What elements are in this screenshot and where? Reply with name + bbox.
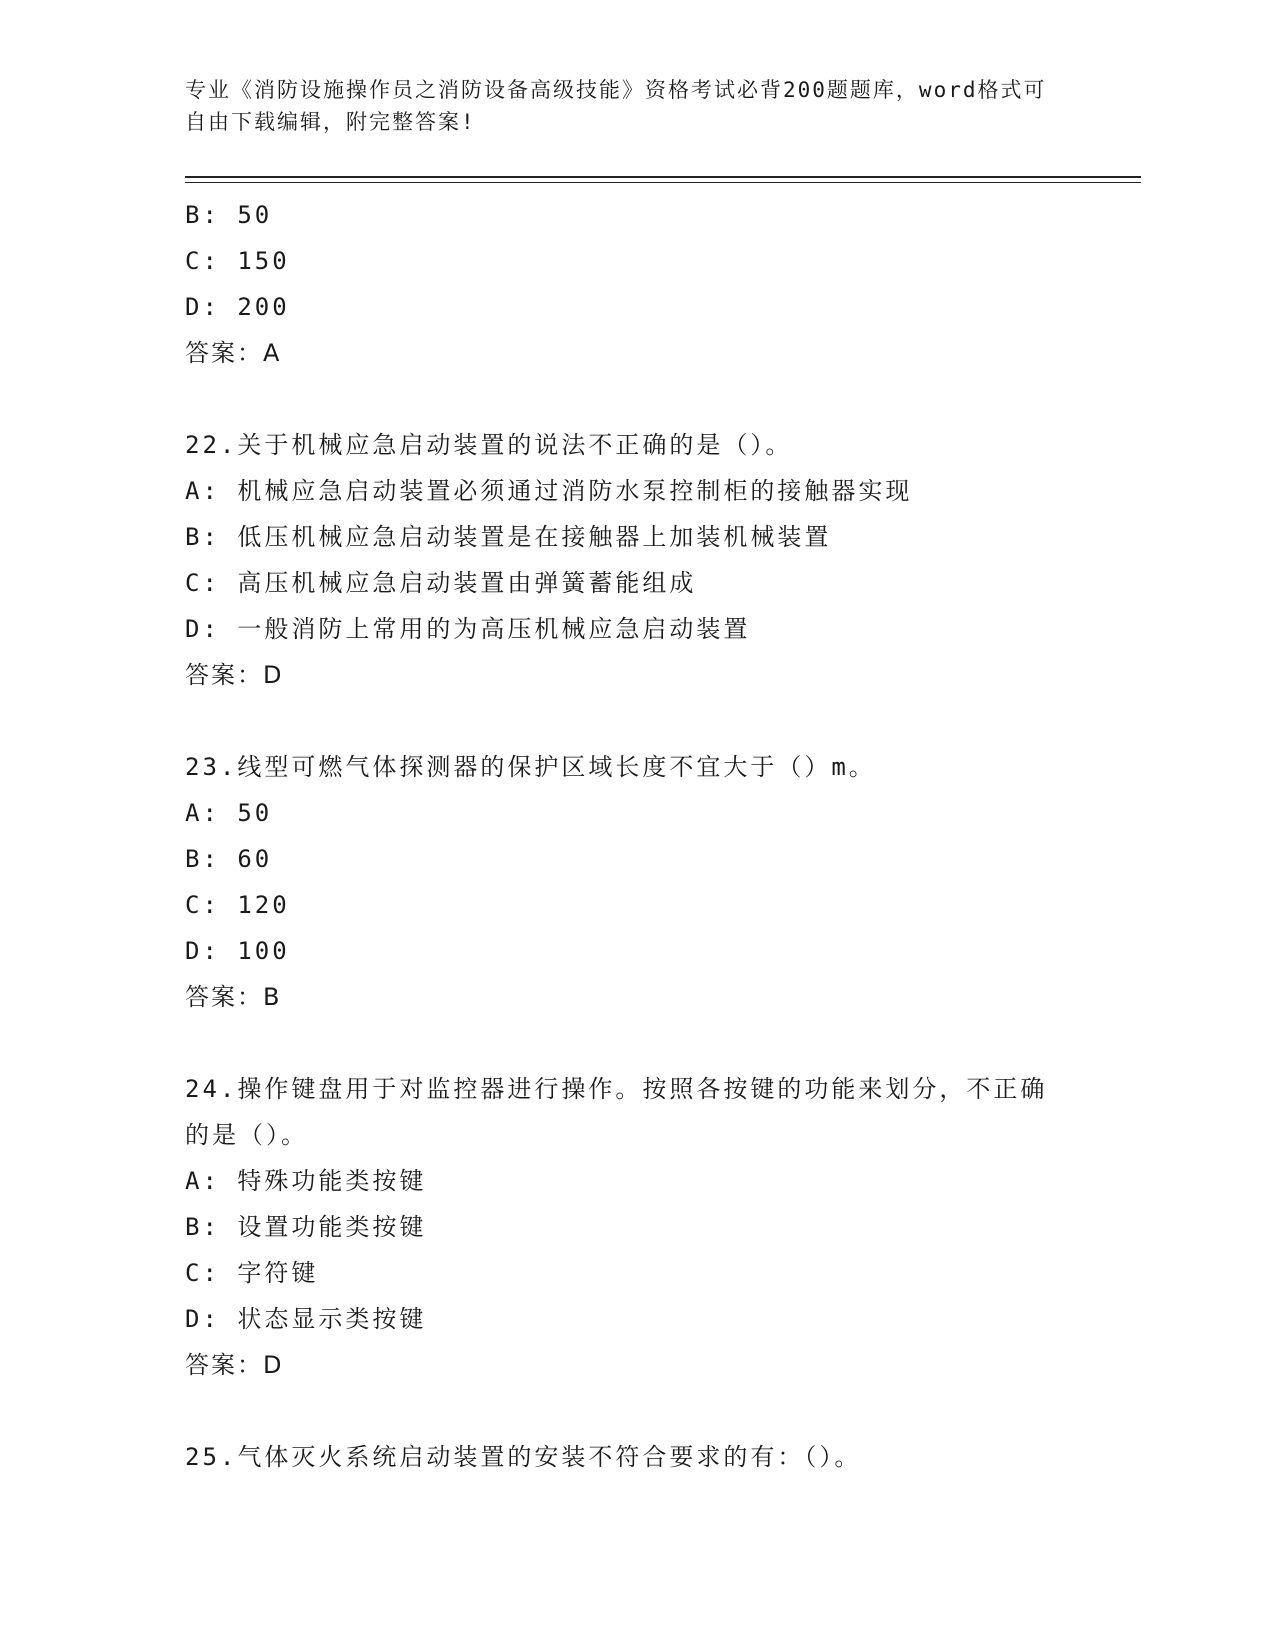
option-a: A: 特殊功能类按键: [185, 1167, 427, 1195]
option-b: B: 设置功能类按键: [185, 1213, 427, 1241]
option-c: C: 120: [185, 891, 290, 919]
option-d: D: 状态显示类按键: [185, 1305, 427, 1333]
option-c: C: 150: [185, 247, 290, 275]
answer-line: 答案：A: [185, 339, 282, 367]
spacer: [185, 1020, 1065, 1066]
option-a: A: 机械应急启动装置必须通过消防水泵控制柜的接触器实现: [185, 477, 913, 505]
option-b: B: 60: [185, 845, 273, 873]
spacer: [185, 1388, 1065, 1434]
header-rule-thick: [185, 176, 1141, 178]
question-23: [185, 744, 1065, 1020]
answer-line: 答案：D: [185, 661, 284, 689]
option-d: D: 一般消防上常用的为高压机械应急启动装置: [185, 615, 751, 643]
question-content: [185, 192, 1065, 1480]
option-c: C: 高压机械应急启动装置由弹簧蓄能组成: [185, 569, 697, 597]
option-b: B: 50: [185, 201, 273, 229]
question-stem: 25.气体灭火系统启动装置的安装不符合要求的有：（）。: [185, 1443, 862, 1471]
option-b: B: 低压机械应急启动装置是在接触器上加装机械装置: [185, 523, 832, 551]
option-d: D: 100: [185, 937, 290, 965]
option-a: A: 50: [185, 799, 273, 827]
option-d: D: 200: [185, 293, 290, 321]
question-stem: 22.关于机械应急启动装置的说法不正确的是（）。: [185, 431, 793, 459]
spacer: [185, 376, 1065, 422]
question-24: [185, 1066, 1065, 1388]
answer-line: 答案：D: [185, 1351, 284, 1379]
spacer: [185, 698, 1065, 744]
document-header: 专业《消防设施操作员之消防设备高级技能》资格考试必背200题题库，word格式可自由下载编辑，附完整答案!: [185, 78, 1047, 134]
option-c: C: 字符键: [185, 1259, 319, 1287]
question-25: [185, 1434, 1065, 1480]
question-22: [185, 422, 1065, 698]
question-stem: 23.线型可燃气体探测器的保护区域长度不宜大于（）m。: [185, 753, 876, 781]
prev-question-block: [185, 192, 1065, 376]
question-stem: 24.操作键盘用于对监控器进行操作。按照各按键的功能来划分，不正确的是（）。: [185, 1075, 1048, 1149]
answer-line: 答案：B: [185, 983, 282, 1011]
header-rule-thin: [185, 182, 1141, 183]
